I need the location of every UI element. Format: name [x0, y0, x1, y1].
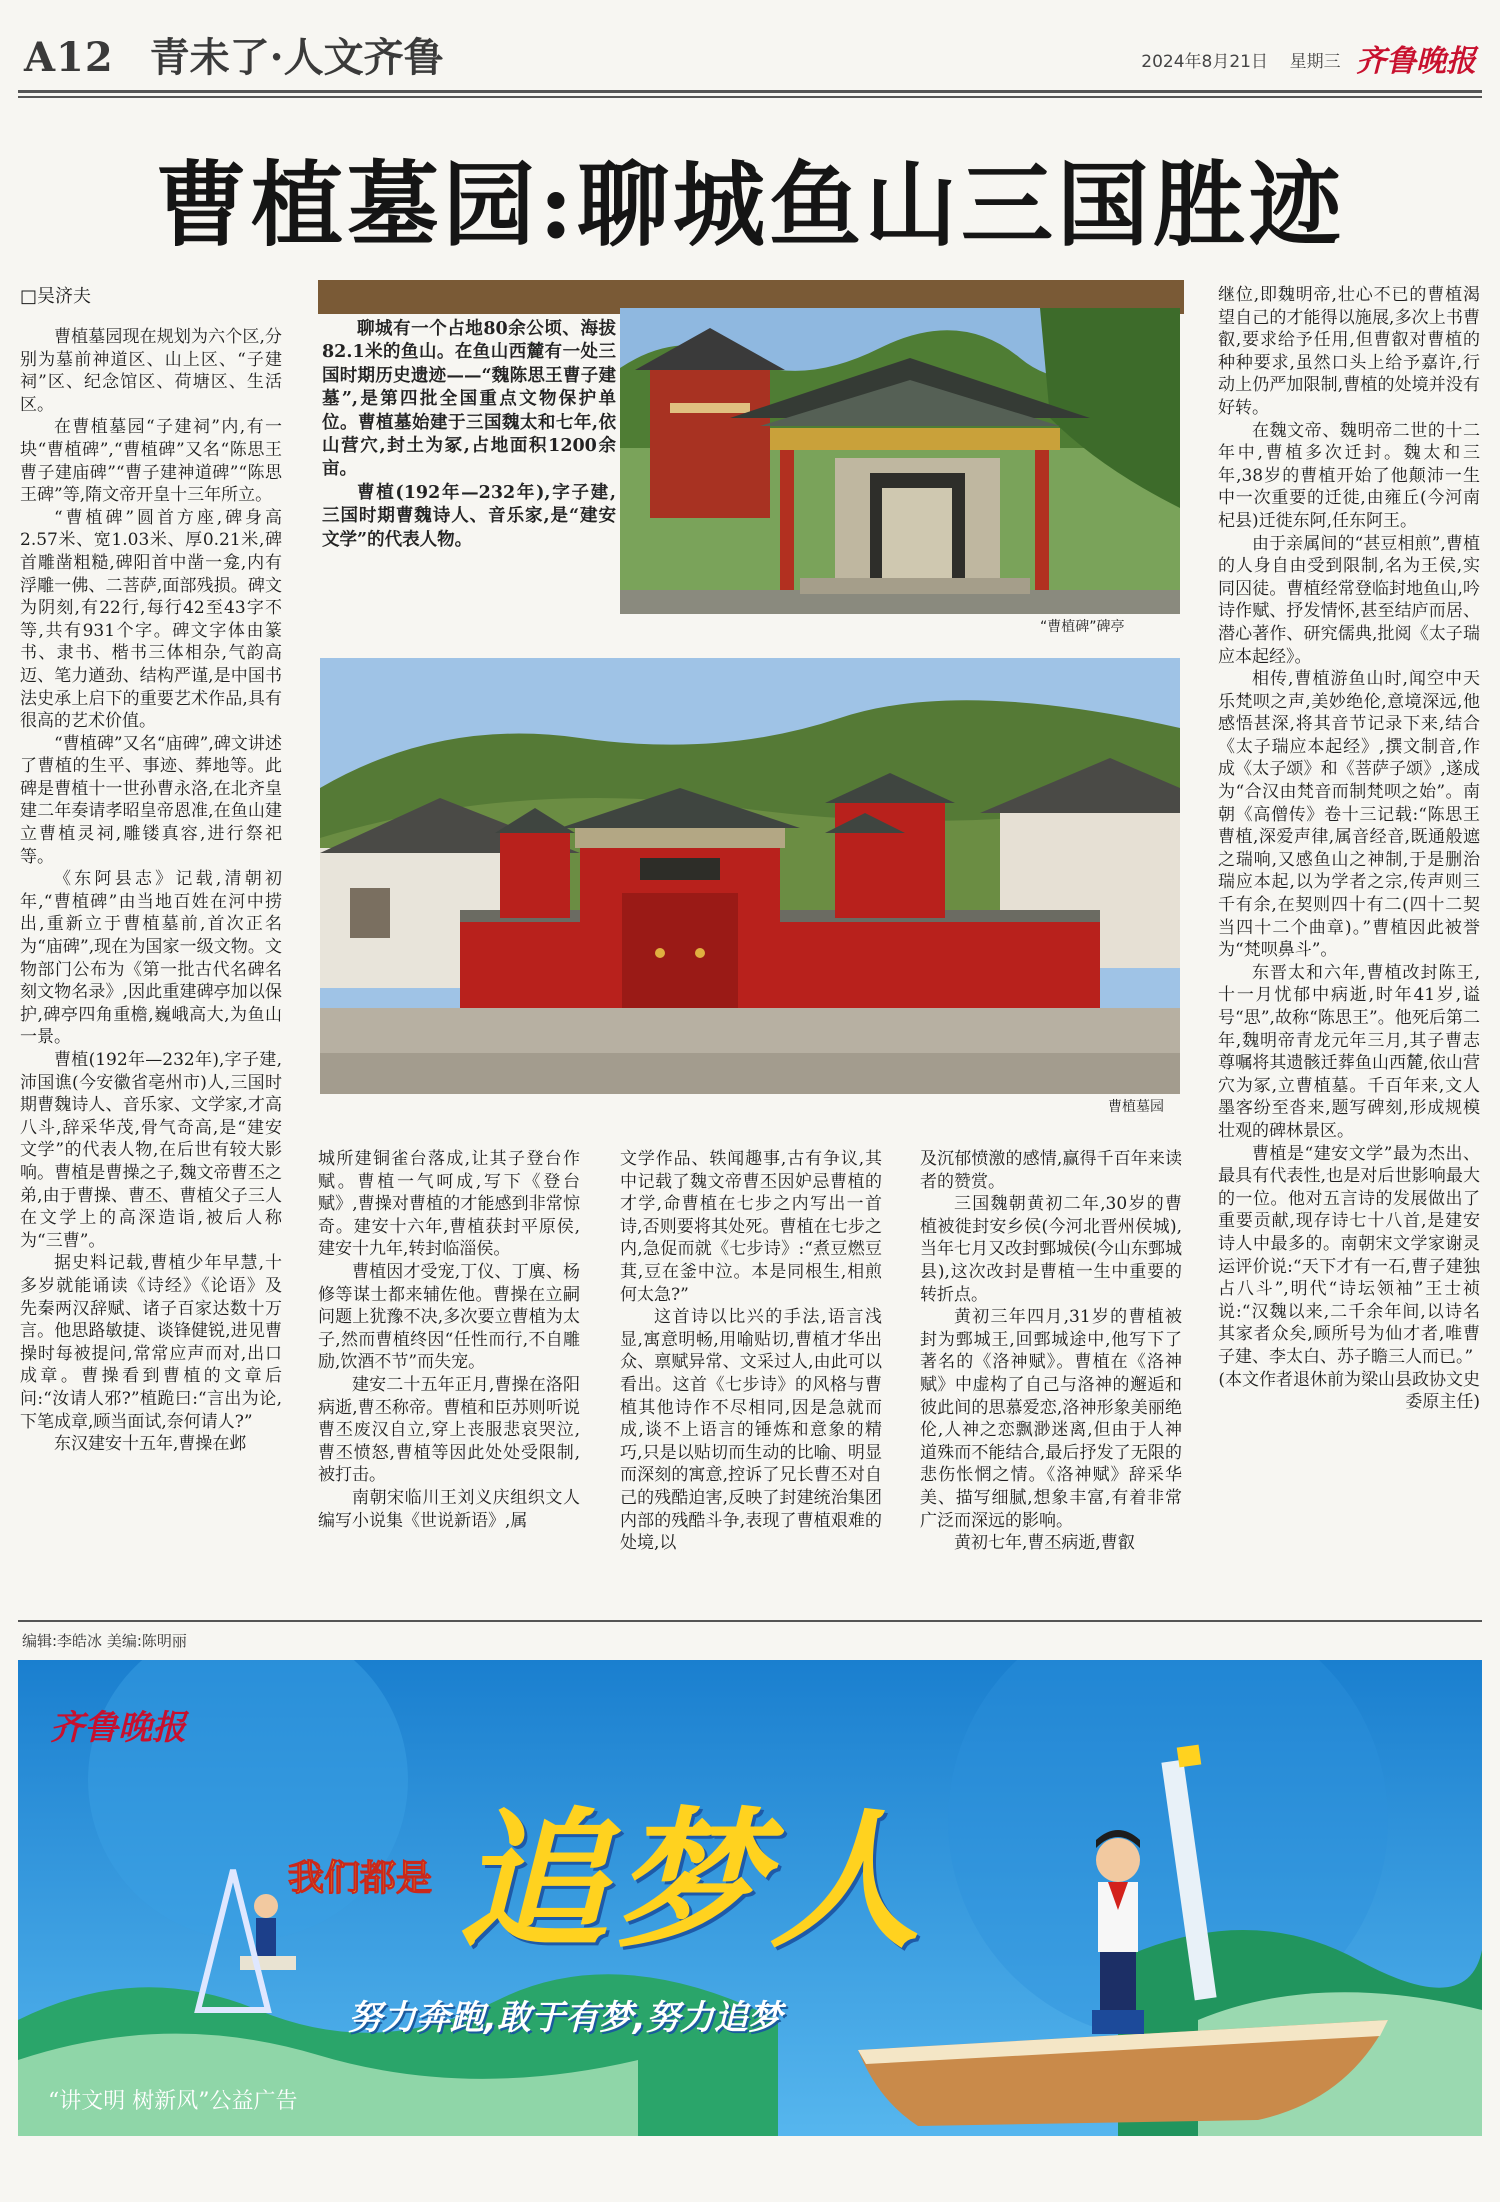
- ad-slogan-main: 追梦人: [458, 1793, 927, 1969]
- byline: □吴济夫: [20, 286, 92, 307]
- paragraph: “曹植碑”圆首方座,碑身高2.57米、宽1.03米、厚0.21米,碑首雕凿粗糙,碑阳首中凿一龛,内有浮雕一佛、二菩萨,面部残损。碑文为阴刻,有22行,每行42至43字不等,共有931个字。碑文字体由篆书、隶书、楷书三体相杂,气韵高迈、笔力遒劲、结构严谨,是中国书法史承上启下的重要艺术作品,具有很高的艺术价值。: [20, 507, 282, 732]
- author-note: (本文作者退休前为梁山县政协文史委原主任): [1218, 1369, 1480, 1413]
- intro-box: [322, 318, 616, 648]
- issue-date: 2024年8月21日: [1141, 52, 1268, 72]
- paragraph: 曹植(192年—232年),字子建,沛国谯(今安徽省亳州市)人,三国时期曹魏诗人、音乐家、文学家,才高八斗,辞采华茂,骨气奇高,是“建安文学”的代表人物,在后世有较大影响。曹植是曹操之子,魏文帝曹丕之弟,由于曹操、曹丕、曹植父子三人在文学上的高深造诣,被后人称为“三曹”。: [20, 1050, 282, 1251]
- ad-logo: 齐鲁晚报: [50, 1708, 186, 1748]
- header-rule: [18, 90, 1482, 93]
- section-title: 青未了·人文齐鲁: [149, 34, 444, 81]
- tomb-gate-caption: 曹植墓园: [1108, 1099, 1164, 1115]
- paragraph: 曹植墓园现在规划为六个区,分别为墓前神道区、山上区、“子建祠”区、纪念馆区、荷塘区、生活区。: [20, 327, 282, 415]
- page-header-right: [1141, 36, 1476, 80]
- article-column-5: [1218, 284, 1480, 1612]
- footer-rule: [18, 1620, 1482, 1622]
- paragraph: 这首诗以比兴的手法,语言浅显,寓意明畅,用喻贴切,曹植才华出众、禀赋异常、文采过人,由此可以看出。这首《七步诗》的风格与曹植其他诗作不尽相同,因是急就而成,谈不上语言的锤炼和意象的精巧,只是以贴切而生动的比喻、明显而深刻的寓意,控诉了兄长曹丕对自己的残酷迫害,反映了封建统治集团内部的残酷斗争,表现了曹植艰难的处境,以: [620, 1307, 882, 1554]
- paragraph: 曹植是“建安文学”最为杰出、最具有代表性,也是对后世影响最大的一位。他对五言诗的发展做出了重要贡献,现存诗七十八首,是建安诗人中最多的。南朝宋文学家谢灵运评价说:“天下才有一石,曹子建独占八斗”,明代“诗坛领袖”王士祯说:“汉魏以来,二千余年间,以诗名其家者众矣,顾所号为仙才者,唯曹子建、李太白、苏子瞻三人而已。”: [1218, 1143, 1480, 1367]
- ad-tagline: 努力奔跑,敢于有梦,努力追梦: [348, 1998, 782, 2038]
- paragraph: 及沉郁愤激的感情,赢得千百年来读者的赞赏。: [920, 1149, 1182, 1192]
- ad-slogan-prefix: 我们都是: [288, 1858, 433, 1899]
- article-column-3: [620, 1148, 882, 1612]
- article-column-2: [318, 1148, 580, 1612]
- headline: 曹植墓园:聊城鱼山三国胜迹: [155, 151, 1345, 259]
- public-service-ad: [18, 1660, 1482, 2136]
- paragraph: 东晋太和六年,曹植改封陈王,十一月忧郁中病逝,时年41岁,谥号“思”,故称“陈思王”。他死后第二年,魏明帝青龙元年三月,其子曹志尊嘱将其遗骸迁葬鱼山西麓,依山营穴为冢,立曹植墓。千百年来,文人墨客纷至沓来,题写碑刻,形成规模壮观的碑林景区。: [1218, 962, 1480, 1141]
- article-column-1: [20, 326, 282, 1612]
- paragraph: 在魏文帝、魏明帝二世的十二年中,曹植多次迁封。魏太和三年,38岁的曹植开始了他颠沛一生中一次重要的迁徙,由雍丘(今河南杞县)迁徙东阿,任东阿王。: [1218, 420, 1480, 531]
- paragraph: 在曹植墓园“子建祠”内,有一块“曹植碑”,“曹植碑”又名“陈思王曹子建庙碑”“曹子建神道碑”“陈思王碑”等,隋文帝开皇十三年所立。: [20, 417, 282, 506]
- intro-paragraph: 聊城有一个占地80余公顷、海拔82.1米的鱼山。在鱼山西麓有一处三国时期历史遗迹——“魏陈思王曹子建墓”,是第四批全国重点文物保护单位。曹植墓始建于三国魏太和七年,依山营穴,封土为冢,占地面积1200余亩。: [322, 319, 616, 480]
- paragraph: 黄初三年四月,31岁的曹植被封为鄄城王,回鄄城途中,他写下了著名的《洛神赋》。曹植在《洛神赋》中虚构了自己与洛神的邂逅和彼此间的思慕爱恋,洛神形象美丽绝伦,人神之恋飘渺迷离,但由于人神道殊而不能结合,最后抒发了无限的悲伤怅惘之情。《洛神赋》辞采华美、描写细腻,想象丰富,有着非常广泛而深远的影响。: [920, 1307, 1182, 1531]
- tomb-gate-photo: [320, 658, 1180, 1094]
- editor-credit: 编辑:李皓冰 美编:陈明丽: [22, 1632, 187, 1650]
- ad-campaign-label: “讲文明 树新风”公益广告: [48, 2089, 298, 2114]
- page-header-left: [24, 26, 444, 83]
- paragraph: 文学作品、轶闻趣事,古有争议,其中记载了魏文帝曹丕因妒忌曹植的才学,命曹植在七步之内写出一首诗,否则要将其处死。曹植在七步之内,急促而就《七步诗》:“煮豆燃豆萁,豆在釜中泣。本是同根生,相煎何太急?”: [620, 1149, 882, 1305]
- paragraph: 据史料记载,曹植少年早慧,十多岁就能诵读《诗经》《论语》及先秦两汉辞赋、诸子百家达数十万言。他思路敏捷、谈锋健锐,进见曹操时每被提问,常常应声而对,出口成章。曹操看到曹植的文章后问:“汝请人邪?”植跪曰:“言出为论,下笔成章,顾当面试,奈何请人?”: [20, 1253, 282, 1432]
- paragraph: 三国魏朝黄初二年,30岁的曹植被徙封安乡侯(今河北晋州侯城),当年七月又改封鄄城侯(今山东鄄城县),这次改封是曹植一生中重要的转折点。: [920, 1194, 1182, 1305]
- paragraph: 建安二十五年正月,曹操在洛阳病逝,曹丕称帝。曹植和臣苏则听说曹丕废汉自立,穿上丧服悲哀哭泣,曹丕愤怒,曹植等因此处处受限制,被打击。: [318, 1374, 580, 1486]
- paragraph: 城所建铜雀台落成,让其子登台作赋。曹植一气呵成,写下《登台赋》,曹操对曹植的才能感到非常惊奇。建安十六年,曹植获封平原侯,建安十九年,转封临淄侯。: [318, 1149, 580, 1260]
- stele-pavilion-photo: [620, 308, 1180, 614]
- header-rule-thin: [18, 96, 1482, 98]
- paragraph: 黄初七年,曹丕病逝,曹叡: [954, 1533, 1135, 1554]
- newspaper-logo: 齐鲁晚报: [1356, 44, 1476, 79]
- intro-paragraph: 曹植(192年—232年),字子建,三国时期曹魏诗人、音乐家,是“建安文学”的代表人物。: [322, 482, 616, 550]
- page-number: A12: [24, 34, 114, 81]
- paragraph: 继位,即魏明帝,壮心不已的曹植渴望自己的才能得以施展,多次上书曹叡,要求给予任用,但曹叡对曹植的种种要求,虽然口头上给予嘉许,行动上仍严加限制,曹植的处境并没有好转。: [1218, 285, 1480, 418]
- stele-pavilion-caption: “曹植碑”碑亭: [1040, 619, 1125, 635]
- paragraph: 曹植因才受宠,丁仪、丁廙、杨修等谋士都来辅佐他。曹操在立嗣问题上犹豫不决,多次要立曹植为太子,然而曹植终因“任性而行,不自雕励,饮酒不节”而失宠。: [318, 1261, 580, 1373]
- article-column-4: [920, 1148, 1182, 1612]
- paragraph: 相传,曹植游鱼山时,闻空中天乐梵呗之声,美妙绝伦,意境深远,他感悟甚深,将其音节记录下来,结合《太子瑞应本起经》,撰文制音,作成《太子颂》和《菩萨子颂》,遂成为“合汉由梵音而制梵呗之始”。南朝《高僧传》卷十三记载:“陈思王曹植,深爱声律,属音经音,既通般遮之瑞响,又感鱼山之神制,于是删治瑞应本起,以为学者之宗,传声则三千有余,在契则四十有二(四十二契当四十二个曲章)。”曹植因此被誉为“梵呗鼻斗”。: [1218, 669, 1480, 961]
- paragraph: 《东阿县志》记载,清朝初年,“曹植碑”由当地百姓在河中捞出,重新立于曹植墓前,首次正名为“庙碑”,现在为国家一级文物。文物部门公布为《第一批古代名碑名刻文物名录》,因此重建碑亭加以保护,碑亭四角重檐,巍峨高大,为鱼山一景。: [20, 869, 282, 1048]
- issue-weekday: 星期三: [1289, 52, 1341, 72]
- paragraph: 由于亲属间的“甚豆相煎”,曹植的人身自由受到限制,名为王侯,实同囚徒。曹植经常登临封地鱼山,吟诗作赋、抒发情怀,甚至结庐而居、潜心著作、研究儒典,批阅《太子瑞应本起经》。: [1218, 533, 1480, 667]
- paragraph: 东汉建安十五年,曹操在邺: [54, 1434, 247, 1455]
- paragraph: 南朝宋临川王刘义庆组织文人编写小说集《世说新语》,属: [318, 1487, 580, 1531]
- paragraph: “曹植碑”又名“庙碑”,碑文讲述了曹植的生平、事迹、葬地等。此碑是曹植十一世孙曹永洛,在北齐皇建二年奏请孝昭皇帝恩准,在鱼山建立曹植灵祠,雕镂真容,进行祭祀等。: [20, 733, 282, 867]
